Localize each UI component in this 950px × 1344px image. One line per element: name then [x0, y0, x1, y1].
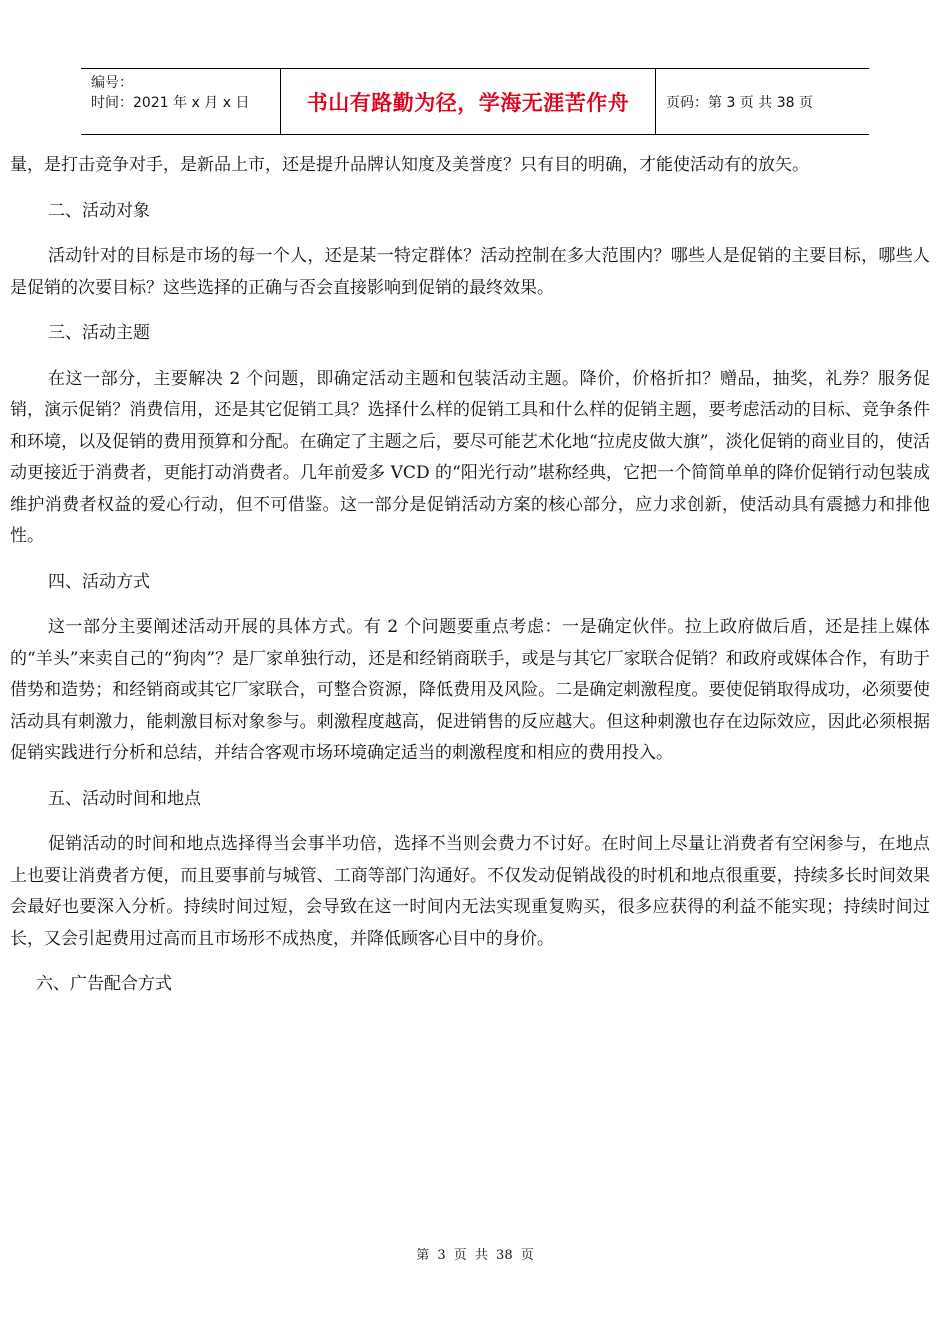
section-heading-5: 五、活动时间和地点 [48, 788, 201, 809]
page-header [81, 68, 869, 135]
header-date-label: 时间：2021 年 x 月 x 日 [91, 95, 250, 111]
header-meta [81, 69, 281, 134]
header-number-label: 编号： [91, 75, 133, 91]
paragraph-2: 活动针对的目标是市场的每一个人，还是某一特定群体？活动控制在多大范围内？哪些人是促销的主要目标，哪些人是促销的次要目标？这些选择的正确与否会直接影响到促销的最终效果。 [10, 246, 930, 298]
paragraph-continuation: 量，是打击竞争对手，是新品上市，还是提升品牌认知度及美誉度？只有目的明确，才能使活动有的放矢。 [10, 155, 809, 175]
page-footer: 第 3 页 共 38 页 [416, 1248, 534, 1263]
section-heading-6: 六、广告配合方式 [36, 974, 172, 994]
paragraph-5: 促销活动的时间和地点选择得当会事半功倍，选择不当则会费力不讨好。在时间上尽量让消费者有空闲参与，在地点上也要让消费者方便，而且要事前与城管、工商等部门沟通好。不仅发动促销战役的时机和地点很重要，持续多长时间效果会最好也要深入分析。持续时间过短，会导致在这一时间内无法实现重复购买，很多应获得的利益不能实现；持续时间过长，又会引起费用过高而且市场形不成热度，并降低顾客心目中的身价。 [10, 834, 930, 949]
document-body [10, 150, 930, 1015]
section-heading-2: 二、活动对象 [48, 200, 150, 221]
paragraph-3: 在这一部分，主要解决 2 个问题，即确定活动主题和包装活动主题。降价，价格折扣？赠品，抽奖，礼券？服务促销，演示促销？消费信用，还是其它促销工具？选择什么样的促销工具和什么样的促销主题，要考虑活动的目标、竞争条件和环境，以及促销的费用预算和分配。在确定了主题之后，要尽可能艺术化地“拉虎皮做大旗”，淡化促销的商业目的，使活动更接近于消费者，更能打动消费者。几年前爱多 VCD 的“阳光行动”堪称经典，它把一个简简单单的降价促销行动包装成维护消费者权益的爱心行动，但不可借鉴。这一部分是促销活动方案的核心部分，应力求创新，使活动具有震撼力和排他性。 [10, 368, 930, 546]
header-motto: 书山有路勤为径，学海无涯苦作舟 [281, 69, 656, 134]
header-page-info: 页码：第 3 页 共 38 页 [666, 94, 813, 111]
section-heading-4: 四、活动方式 [48, 571, 150, 592]
section-heading-3: 三、活动主题 [48, 323, 150, 343]
paragraph-4: 这一部分主要阐述活动开展的具体方式。有 2 个问题要重点考虑：一是确定伙伴。拉上政府做后盾，还是挂上媒体的“羊头”来卖自己的“狗肉”？是厂家单独行动，还是和经销商联手，或是与其它厂家联合促销？和政府或媒体合作，有助于借势和造势；和经销商或其它厂家联合，可整合资源，降低费用及风险。二是确定刺激程度。要使促销取得成功，必须要使活动具有刺激力，能刺激目标对象参与。刺激程度越高，促进销售的反应越大。但这种刺激也存在边际效应，因此必须根据促销实践进行分析和总结，并结合客观市场环境确定适当的刺激程度和相应的费用投入。 [10, 617, 930, 763]
